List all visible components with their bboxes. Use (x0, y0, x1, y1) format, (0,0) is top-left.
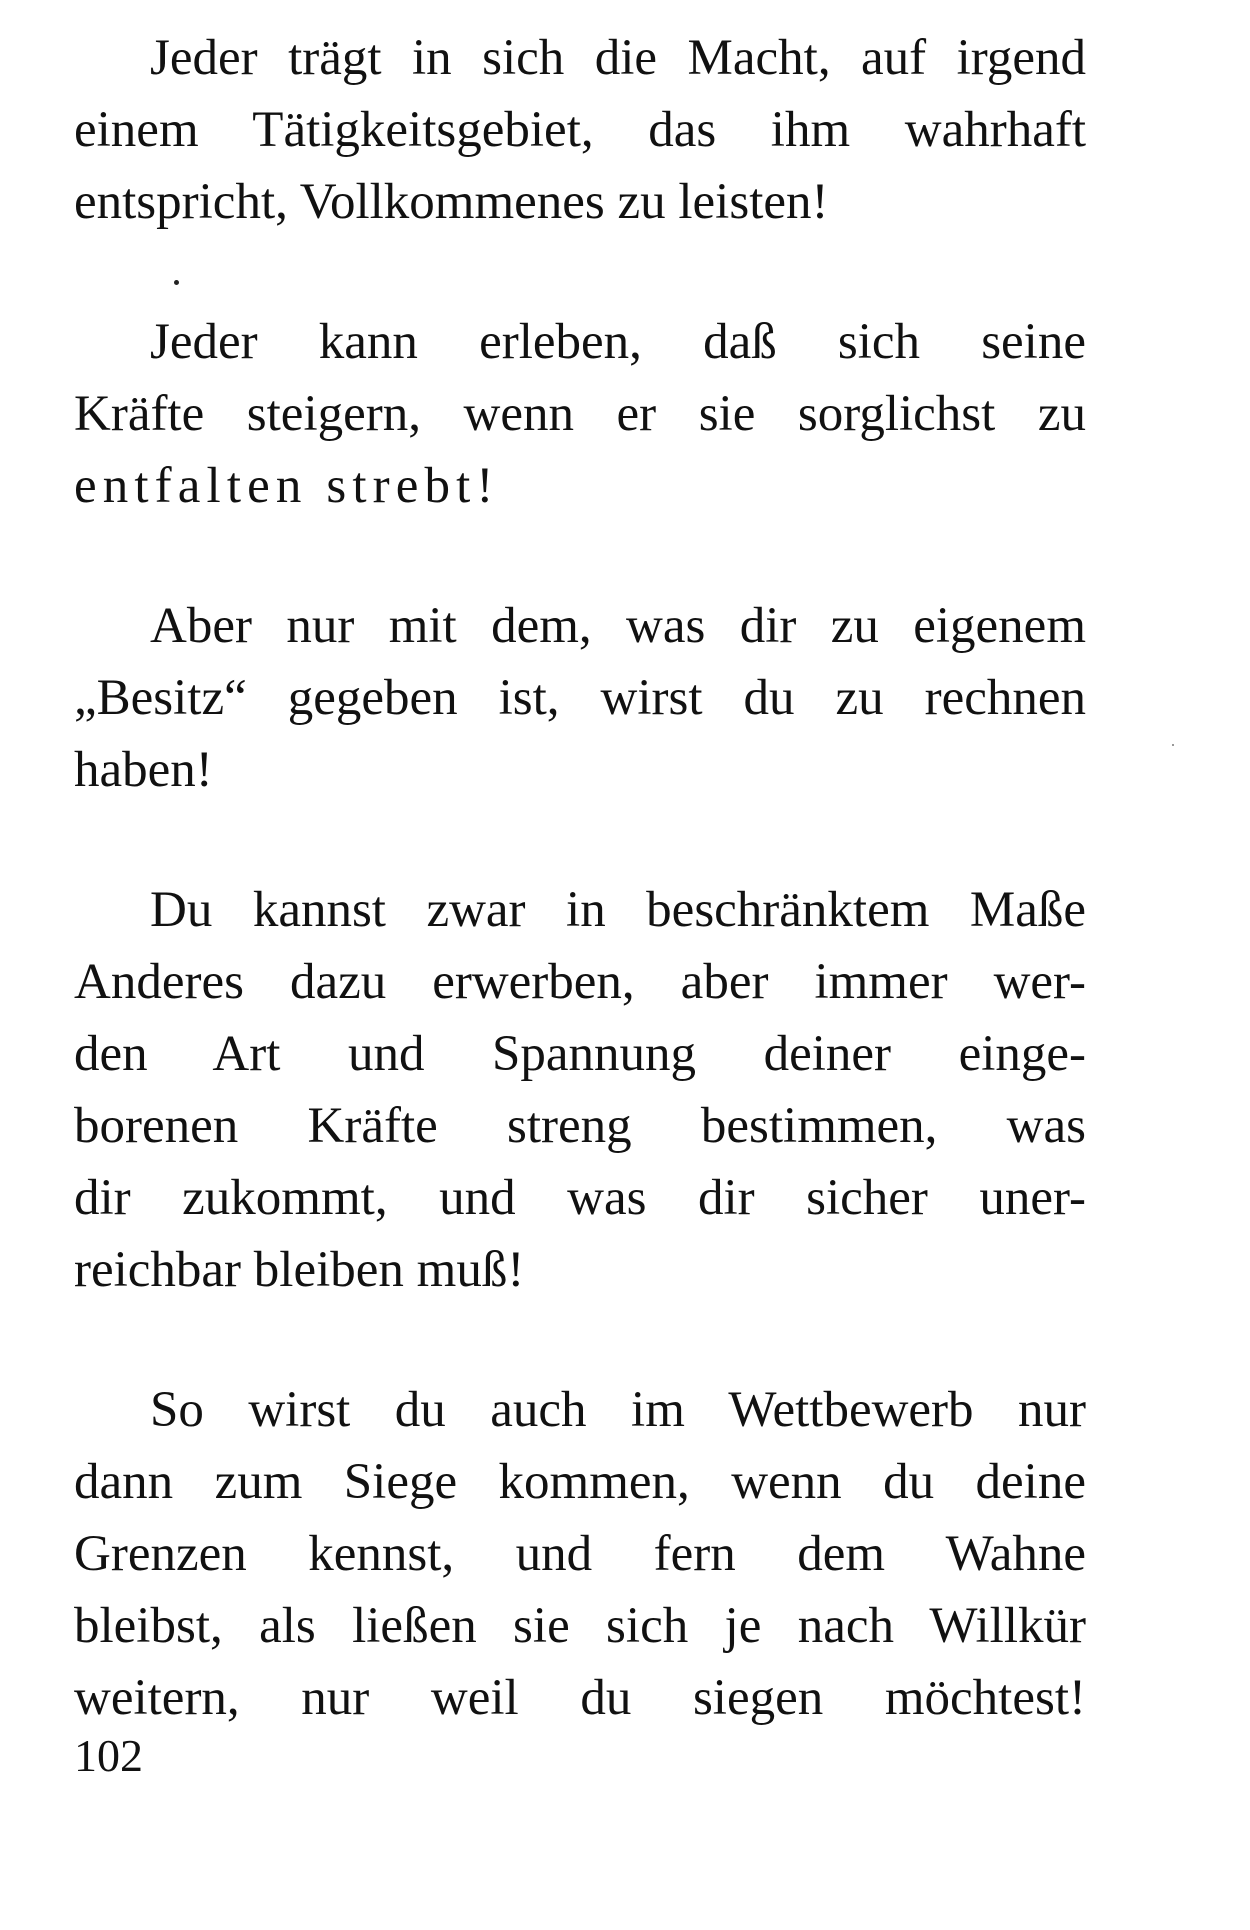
page-number: 102 (74, 1730, 143, 1781)
paragraph-5 (74, 1374, 1086, 1734)
text-line: entfalten strebt! (74, 458, 500, 514)
print-speck (174, 280, 179, 285)
text-line: reichbar bleiben muß! (74, 1242, 525, 1298)
text-line: entspricht, Vollkommenes zu leisten! (74, 174, 829, 230)
paragraph-3 (74, 590, 1086, 806)
text-line: Kräfte steigern, wenn er sie sorglichst zu (74, 386, 1086, 442)
paragraph-4 (74, 874, 1086, 1306)
text-line: So wirst du auch im Wettbewerb nur (150, 1382, 1086, 1438)
text-line: den Art und Spannung deiner einge- (74, 1026, 1086, 1082)
text-line: borenen Kräfte streng bestimmen, was (74, 1098, 1086, 1154)
text-line: weitern, nur weil du siegen möchtest! (74, 1670, 1086, 1726)
text-line: Du kannst zwar in beschränktem Maße (150, 882, 1086, 938)
paragraph-2 (74, 306, 1086, 522)
text-line: bleibst, als ließen sie sich je nach Willkür (74, 1598, 1086, 1654)
paragraph-1 (74, 22, 1086, 238)
text-line: einem Tätigkeitsgebiet, das ihm wahrhaft (74, 102, 1086, 158)
text-line: Jeder trägt in sich die Macht, auf irgend (150, 30, 1086, 86)
text-line: haben! (74, 742, 213, 798)
text-line: Aber nur mit dem, was dir zu eigenem (150, 598, 1086, 654)
page-body (74, 22, 1086, 1802)
text-line: dann zum Siege kommen, wenn du deine (74, 1454, 1086, 1510)
text-line: Jeder kann erleben, daß sich seine (150, 314, 1086, 370)
text-line: Grenzen kennst, und fern dem Wahne (74, 1526, 1086, 1582)
text-line: „Besitz“ gegeben ist, wirst du zu rechnen (74, 670, 1086, 726)
text-line: Anderes dazu erwerben, aber immer wer- (74, 954, 1086, 1010)
text-line: dir zukommt, und was dir sicher uner- (74, 1170, 1086, 1226)
print-speck (1172, 744, 1174, 746)
